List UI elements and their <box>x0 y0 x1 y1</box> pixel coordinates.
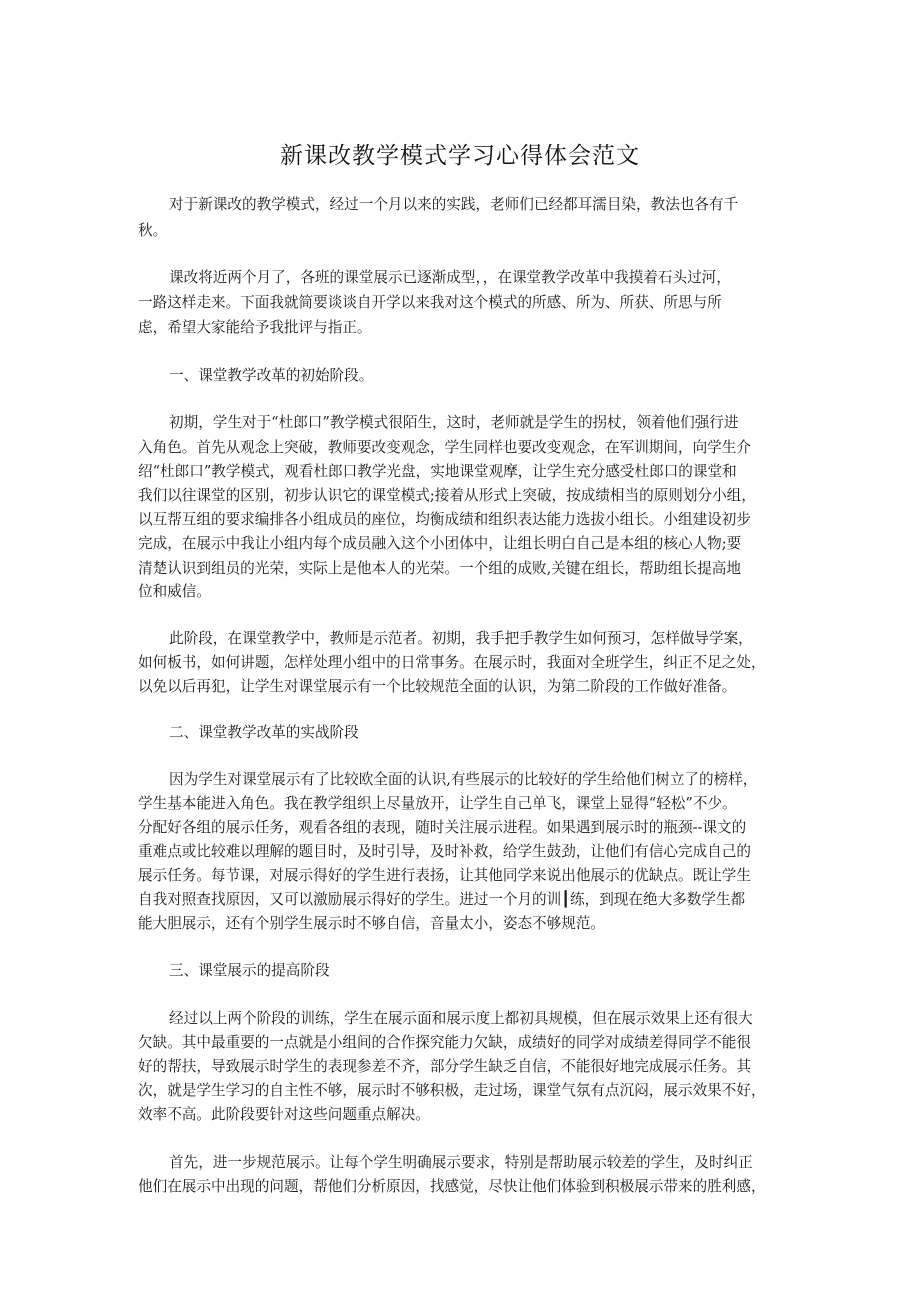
paragraph-line: 学生基本能进入角色。我在教学组织上尽量放开，让学生自己单飞，课堂上显得“轻松”不少。 <box>138 795 737 812</box>
paragraph-line: 初期，学生对于“杜郎口”教学模式很陌生，这时，老师就是学生的拐杖，领着他们强行进 <box>169 414 739 431</box>
paragraph-line: 分配好各组的展示任务，观看各组的表现，随时关注展示进程。如果遇到展示时的瓶颈--课文的 <box>138 819 747 836</box>
paragraph-line: 他们在展示中出现的问题，帮他们分析原因，找感觉，尽快让他们体验到积极展示带来的胜利感， <box>138 1178 766 1195</box>
paragraph-line: 完成，在展示中我让小组内每个成员融入这个小团体中，让组长明白自己是本组的核心人物;要 <box>138 535 742 552</box>
section-heading: 一、课堂教学改革的初始阶段。 <box>169 367 374 384</box>
paragraph-line: 经过以上两个阶段的训练，学生在展示面和展示度上都初具规模，但在展示效果上还有很大 <box>169 1010 753 1027</box>
paragraph-line: 如何板书，如何讲题，怎样处理小组中的日常事务。在展示时，我面对全班学生，纠正不足之处， <box>138 654 766 671</box>
paragraph-line: 能大胆展示，还有个别学生展示时不够自信，音量太小，姿态不够规范。 <box>138 915 606 932</box>
paragraph-line: 首先，进一步规范展示。让每个学生明确展示要求，特别是帮助展示较差的学生，及时纠正 <box>169 1154 753 1171</box>
paragraph-line: 重难点或比较难以理解的题目时，及时引导，及时补救，给学生鼓劲，让他们有信心完成自己的 <box>138 843 751 860</box>
paragraph-line: 欠缺。其中最重要的一点就是小组间的合作探究能力欠缺，成绩好的同学对成绩差得同学不能很 <box>138 1034 751 1051</box>
paragraph-line: 位和威信。 <box>138 583 211 600</box>
paragraph-line: 效率不高。此阶段要针对这些问题重点解决。 <box>138 1106 430 1123</box>
paragraph-line: 秋。 <box>138 222 168 239</box>
paragraph-line: 绍“杜郎口”教学模式，观看杜郎口教学光盘，实地课堂观摩，让学生充分感受杜郎口的课堂和 <box>138 463 737 480</box>
paragraph-line: 对于新课改的教学模式，经过一个月以来的实践，老师们已经都耳濡目染，教法也各有千 <box>169 196 739 213</box>
paragraph-line: 我们以往课堂的区别，初步认识它的课堂模式;接着从形式上突破，按成绩相当的原则划分小组， <box>138 487 756 504</box>
paragraph-line: 自我对照查找原因，又可以激励展示得好的学生。进过一个月的训┃练，到现在绝大多数学生都 <box>138 891 746 908</box>
paragraph-line: 此阶段，在课堂教学中，教师是示范者。初期，我手把手教学生如何预习，怎样做导学案， <box>169 630 753 647</box>
paragraph-line: 入角色。首先从观念上突破，教师要改变观念，学生同样也要改变观念，在军训期间，向学生介 <box>138 439 751 456</box>
paragraph-line: 清楚认识到组员的光荣，实际上是他本人的光荣。一个组的成败,关键在组长，帮助组长提高地 <box>138 560 741 577</box>
paragraph-line: 以免以后再犯，让学生对课堂展示有一个比较规范全面的认识，为第二阶段的工作做好准备。 <box>138 678 737 695</box>
document-title: 新课改教学模式学习心得体会范文 <box>280 143 640 169</box>
section-heading: 三、课堂展示的提高阶段 <box>169 962 330 979</box>
paragraph-line: 展示任务。每节课，对展示得好的学生进行表扬，让其他同学来说出他展示的优缺点。既让学生 <box>138 867 751 884</box>
paragraph-line: 因为学生对课堂展示有了比较欧全面的认识,有些展示的比较好的学生给他们树立了的榜样， <box>169 771 758 788</box>
paragraph-line: 好的帮扶，导致展示时学生的表现参差不齐，部分学生缺乏自信，不能很好地完成展示任务。其 <box>138 1058 751 1075</box>
paragraph-line: 虑，希望大家能给予我批评与指正。 <box>138 319 372 336</box>
paragraph-line: 以互帮互组的要求编排各小组成员的座位，均衡成绩和组织表达能力选拔小组长。小组建设初步 <box>138 511 751 528</box>
section-heading: 二、课堂教学改革的实战阶段 <box>169 724 359 741</box>
paragraph-line: 课改将近两个月了，各班的课堂展示已逐渐成型，，在课堂教学改革中我摸着石头过河， <box>169 269 731 286</box>
paragraph-line: 一路这样走来。下面我就简要谈谈自开学以来我对这个模式的所感、所为、所获、所思与所 <box>138 294 722 311</box>
paragraph-line: 次，就是学生学习的自主性不够，展示时不够积极，走过场，课堂气氛有点沉闷，展示效果不好， <box>138 1082 766 1099</box>
